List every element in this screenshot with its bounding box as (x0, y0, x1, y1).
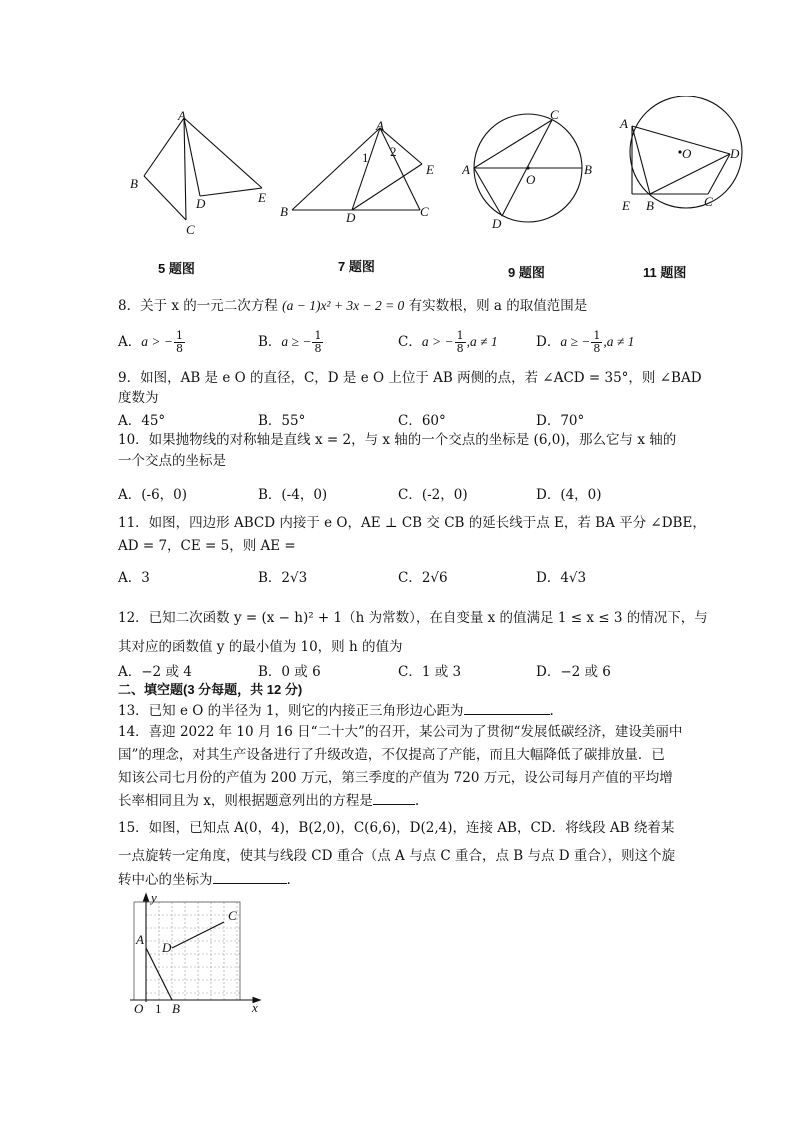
fig15-label-o: O (134, 1001, 144, 1016)
q8-option-a: A．a > − $\frac{1}{8}$ (118, 329, 183, 355)
fig9-label-a: A (462, 162, 470, 177)
q13-answer-blank[interactable] (464, 700, 550, 715)
q8-option-c: C．a > − $\frac{1}{8}$ ,a ≠ 1 (398, 329, 498, 355)
fig11-label-e: E (622, 198, 630, 213)
q8-stem: 8．关于 x 的一元二次方程 (a − 1)x² + 3x − 2 = 0 有实数根，则 a 的取值范围是 (118, 298, 588, 314)
q9-option-a: A．45° (118, 413, 166, 429)
figure-15 (124, 892, 270, 1018)
fig7-label-c: C (420, 204, 429, 219)
figure-11 (616, 96, 750, 218)
fig7-label-d: D (346, 210, 356, 225)
q9-line1: 9．如图，AB 是 e O 的直径，C，D 是 e O 上位于 AB 两侧的点，若 ∠ACD = 35°，则 ∠BAD (118, 370, 702, 386)
q14-line4: 长率相同且为 x，则根据题意列出的方程是 . (118, 790, 419, 811)
fig5-caption: 5 题图 (158, 261, 195, 276)
fig9-label-c: C (550, 108, 559, 122)
fig7-angle-1: 1 (362, 150, 369, 165)
q11-option-b: B．2√3 (258, 570, 308, 586)
fig15-label-c: C (228, 908, 237, 923)
q15-line3: 转中心的坐标为 . (118, 869, 291, 890)
q15-line1: 15．如图，已知点 A(0，4)，B(2,0)，C(6,6)，D(2,4)，连接 AB，CD．将线段 AB 绕着某 (118, 820, 675, 836)
q11-line1: 11．如图，四边形 ABCD 内接于 e O，AE ⊥ CB 交 CB 的延长线于点 E，若 BA 平分 ∠DBE， (118, 515, 706, 531)
q11-line2: AD = 7，CE = 5，则 AE = (118, 538, 296, 554)
fig15-axis-x: x (252, 1000, 258, 1015)
fig7-caption: 7 题图 (338, 259, 375, 274)
q15-line2: 一点旋转一定角度，使其与线段 CD 重合（点 A 与点 C 重合，点 B 与点 D 重合），则这个旋 (118, 848, 676, 864)
fig15-tick-1: 1 (155, 1001, 162, 1016)
fig15-label-a: A (136, 932, 144, 947)
q9-option-c: C．60° (398, 413, 446, 429)
q8-equation: (a − 1)x² + 3x − 2 = 0 (282, 298, 405, 313)
fig5-label-d: D (196, 196, 206, 211)
figure-7 (278, 118, 448, 228)
fig7-label-e: E (426, 162, 434, 177)
q11-option-d: D．4√3 (536, 570, 587, 586)
fig11-label-b: B (646, 198, 654, 213)
q11-option-c: C．2√6 (398, 570, 448, 586)
fig5-label-e: E (258, 190, 266, 205)
fig5-label-b: B (130, 176, 138, 191)
fig11-label-o: O (682, 146, 692, 161)
q10-option-b: B．(-4，0) (258, 487, 328, 503)
fig15-axis-y: y (151, 892, 157, 905)
q9-option-b: B．55° (258, 413, 306, 429)
q10-option-d: D．(4，0) (536, 487, 602, 503)
q10-line2: 一个交点的坐标是 (118, 453, 226, 469)
q9-option-d: D．70° (536, 413, 585, 429)
fig5-label-a: A (178, 108, 186, 123)
q14-answer-blank[interactable] (373, 790, 415, 805)
q12-option-d: D．−2 或 6 (536, 664, 611, 680)
q9-line2: 度数为 (118, 390, 159, 406)
q12-option-b: B．0 或 6 (258, 664, 321, 680)
figure-9 (462, 108, 602, 232)
fig9-label-o: O (526, 172, 536, 187)
q8-option-b: B．a ≥ − $\frac{1}{8}$ (258, 329, 322, 355)
q10-line1: 10．如果抛物线的对称轴是直线 x = 2，与 x 轴的一个交点的坐标是 (6,0)，那么它与 x 轴的 (118, 432, 677, 448)
fig7-label-a: A (376, 118, 384, 133)
q14-line2: 国”的理念，对其生产设备进行了升级改造，不仅提高了产能，而且大幅降低了碳排放量．已 (118, 747, 665, 763)
q15-answer-blank[interactable] (213, 869, 287, 884)
fig9-label-d: D (492, 216, 502, 231)
fig9-label-b: B (584, 162, 592, 177)
fig11-label-c: C (704, 194, 713, 209)
section-2-heading: 二、填空题(3 分每题，共 12 分) (118, 682, 303, 697)
q11-option-a: A．3 (118, 570, 150, 586)
q12-option-c: C．1 或 3 (398, 664, 462, 680)
fig9-caption: 9 题图 (508, 265, 545, 280)
q13-stem: 13．已知 e O 的半径为 1，则它的内接正三角形边心距为 . (118, 700, 554, 721)
fig7-angle-2: 2 (390, 144, 397, 159)
fig5-label-c: C (186, 222, 195, 237)
fig15-label-b: B (172, 1001, 180, 1016)
fig11-label-d: D (730, 146, 740, 161)
figure-5 (120, 108, 280, 238)
q10-option-c: C．(-2，0) (398, 487, 468, 503)
fig15-label-d: D (162, 940, 172, 955)
q8-option-d: D．a ≥ − $\frac{1}{8}$ ,a ≠ 1 (536, 329, 635, 355)
q10-option-a: A．(-6，0) (118, 487, 188, 503)
fig11-label-a: A (620, 116, 628, 131)
q12-option-a: A．−2 或 4 (118, 664, 192, 680)
fig7-label-b: B (280, 204, 288, 219)
fig11-caption: 11 题图 (643, 265, 687, 280)
q14-line3: 知该公司七月份的产值为 200 万元，第三季度的产值为 720 万元，设公司每月产值的平均增 (118, 770, 673, 786)
q12-line1: 12．已知二次函数 y = (x − h)² + 1（h 为常数），在自变量 x 的值满足 1 ≤ x ≤ 3 的情况下，与 (118, 610, 708, 626)
q12-line2: 其对应的函数值 y 的最小值为 10，则 h 的值为 (118, 639, 403, 655)
q14-line1: 14．喜迎 2022 年 10 月 16 日“二十大”的召开，某公司为了贯彻“发展低碳经济，建设美丽中 (118, 724, 683, 740)
